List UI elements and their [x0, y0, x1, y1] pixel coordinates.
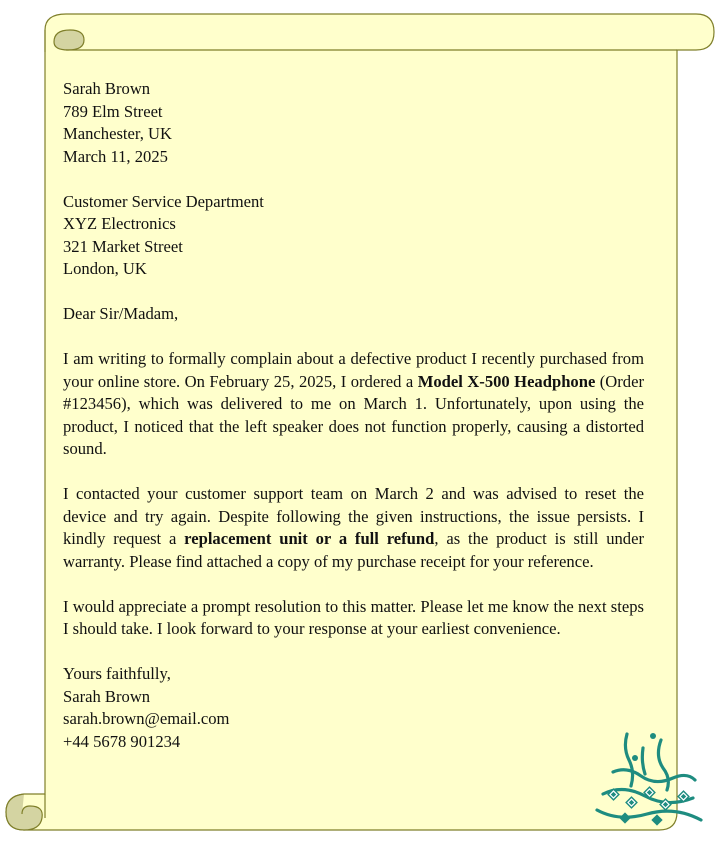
p2-text-start: I contacted your customer support team on March 2 and was advised to reset the device and try again. Despite following the given instructions, the issue persists. I kindly request a	[63, 484, 644, 548]
sender-address	[63, 78, 644, 168]
calligraphy-logo-icon	[583, 728, 709, 832]
recipient-department: Customer Service Department	[63, 191, 264, 211]
signature-email: sarah.brown@email.com	[63, 709, 230, 728]
p1-text-start: I am writing to formally complain about a defective product I recently purchased from your online store. On February 25, 2025, I ordered a	[63, 349, 644, 391]
body-paragraph-3: I would appreciate a prompt resolution to this matter. Please let me know the next steps I should take. I look forward to your response at your earliest convenience.	[63, 596, 644, 638]
p1-text-end: (Order #123456), which was delivered to me on March 1. Unfortunately, upon using the product, I noticed that the left speaker does not function properly, causing a distorted sound.	[63, 371, 644, 458]
salutation-text: Dear Sir/Madam,	[63, 304, 179, 323]
recipient-address	[63, 191, 644, 281]
requested-remedy: replacement unit or a full refund	[184, 529, 435, 548]
recipient-city: London, UK	[63, 259, 147, 278]
p2-text-end: , as the product is still under warranty. Please find attached a copy of my purchase receipt for your reference.	[63, 529, 644, 571]
signature-phone: +44 5678 901234	[63, 731, 181, 751]
recipient-street: 321 Market Street	[63, 236, 183, 256]
letter-body	[63, 78, 644, 776]
body-paragraph-1	[63, 348, 644, 461]
sender-street: 789 Elm Street	[63, 101, 163, 121]
body-paragraph-2	[63, 483, 644, 573]
closing-signature	[63, 663, 644, 753]
scroll-curl-top	[54, 30, 84, 50]
salutation	[63, 303, 644, 326]
valediction: Yours faithfully,	[63, 664, 171, 683]
sender-name: Sarah Brown	[63, 79, 151, 98]
letter-date: March 11, 2025	[63, 146, 168, 166]
sender-city: Manchester, UK	[63, 124, 173, 143]
signature-name: Sarah Brown	[63, 686, 151, 706]
recipient-company: XYZ Electronics	[63, 214, 176, 233]
product-name: Model X-500 Headphone	[417, 371, 596, 391]
